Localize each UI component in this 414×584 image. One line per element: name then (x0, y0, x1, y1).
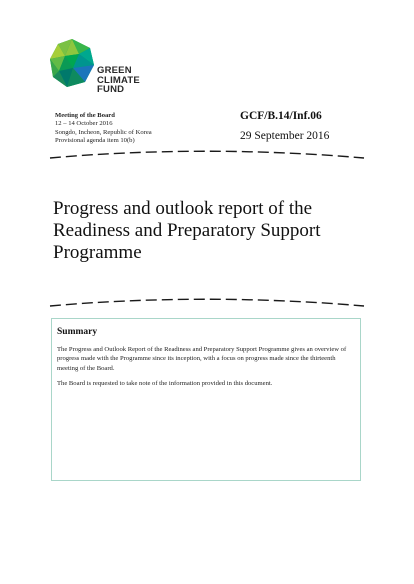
summary-box (51, 318, 361, 481)
meeting-heading: Meeting of the Board (55, 112, 115, 119)
document-reference: GCF/B.14/Inf.06 (240, 110, 322, 122)
globe-logo-icon (49, 38, 95, 88)
summary-paragraph: The Board is requested to take note of the information provided in this document. (57, 380, 273, 388)
meeting-info (55, 112, 152, 146)
summary-paragraph: The Progress and Outlook Report of the Readiness and Preparatory Support Programme gives an overview of progress made with the Programme since its inception, with a focus on progress made since the thirteenth meeting of the Board. (57, 346, 347, 372)
document-title: Progress and outlook report of the Readiness and Preparatory Support Programme (53, 198, 321, 263)
wavy-divider-bottom (0, 296, 414, 310)
meeting-location: Songdo, Incheon, Republic of Korea (55, 128, 152, 136)
wavy-divider-top (0, 148, 414, 162)
gcf-logo (49, 38, 169, 96)
meeting-dates: 12 – 14 October 2016 (55, 120, 113, 128)
document-date: 29 September 2016 (240, 130, 330, 142)
meeting-agenda-item: Provisional agenda item 10(b) (55, 137, 135, 145)
summary-heading: Summary (57, 327, 98, 337)
logo-wordmark: GREEN CLIMATE FUND (97, 65, 140, 95)
